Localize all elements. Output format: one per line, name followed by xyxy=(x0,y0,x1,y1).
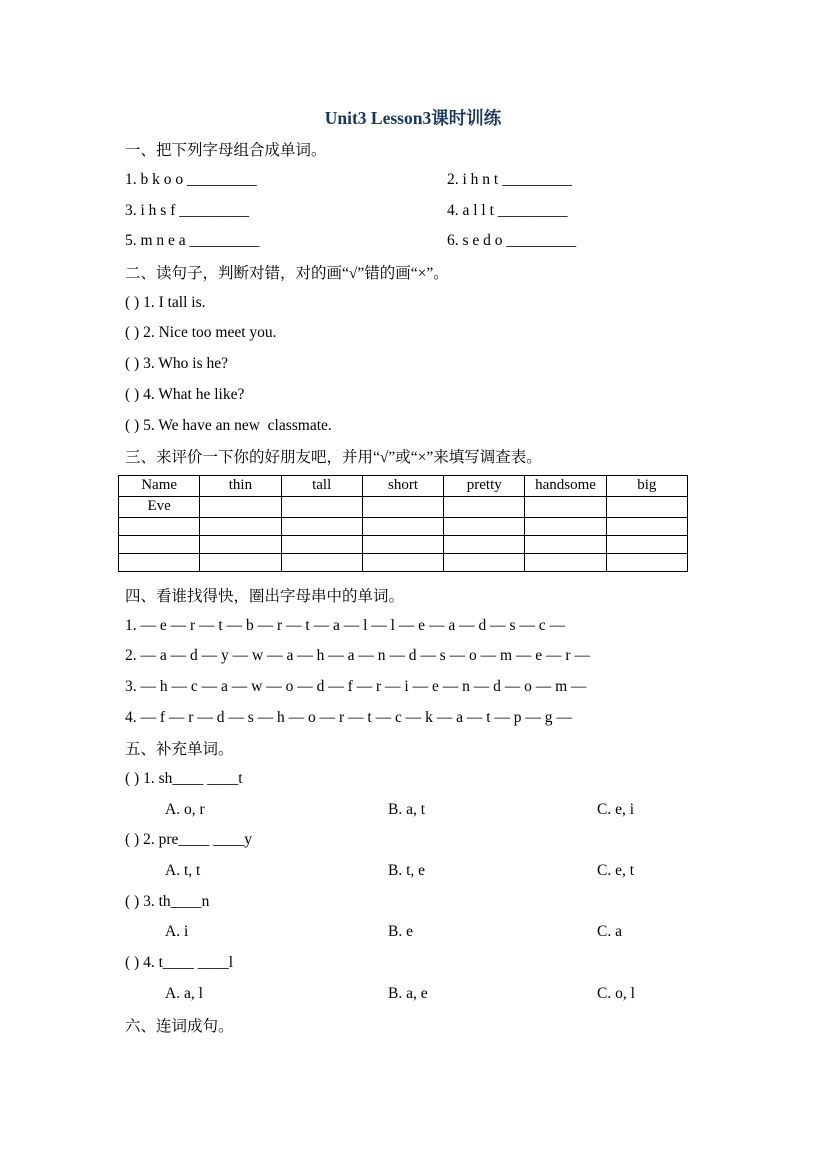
mc-option: C. e, i xyxy=(597,800,635,818)
header-cell-short: short xyxy=(362,475,443,496)
letter-item-5: 5. m n e a _________ xyxy=(125,232,260,250)
judge-item-2: ( ) 2. Nice too meet you. xyxy=(125,324,277,342)
table-cell xyxy=(362,496,443,517)
letter-chain-2: 2. — a — d — y — w — a — h — a — n — d — s — o — m — e — r — xyxy=(125,647,590,665)
table-cell xyxy=(606,496,687,517)
table-cell xyxy=(606,553,687,571)
table-cell xyxy=(281,535,362,553)
table-cell xyxy=(362,517,443,535)
table-row xyxy=(119,553,688,571)
table-cell xyxy=(200,496,281,517)
table-cell xyxy=(281,496,362,517)
letter-item-row xyxy=(125,226,766,257)
table-cell xyxy=(200,553,281,571)
section-4-heading: 四、看谁找得快，圈出字母串中的单词。 xyxy=(125,587,405,605)
section-3-heading: 三、来评价一下你的好朋友吧，并用“√”或“×”来填写调查表。 xyxy=(125,449,542,467)
mc-option: B. t, e xyxy=(388,862,426,880)
mc-option: A. o, r xyxy=(165,800,205,818)
mc-option: C. o, l xyxy=(597,984,635,1002)
mc-stem-3: ( ) 3. th____n xyxy=(125,892,210,910)
table-cell xyxy=(525,496,606,517)
header-cell-thin: thin xyxy=(200,475,281,496)
mc-option: A. i xyxy=(165,923,189,941)
table-header-row xyxy=(119,475,688,496)
mc-stem-1: ( ) 1. sh____ ____t xyxy=(125,770,243,788)
mc-options-3 xyxy=(165,917,766,948)
table-cell xyxy=(525,517,606,535)
table-cell xyxy=(119,517,200,535)
table-cell xyxy=(525,535,606,553)
judge-item-5: ( ) 5. We have an new classmate. xyxy=(125,416,332,434)
header-cell-name: Name xyxy=(119,475,200,496)
table-cell xyxy=(606,517,687,535)
table-cell xyxy=(362,535,443,553)
table-cell xyxy=(119,553,200,571)
table-cell: Eve xyxy=(119,496,200,517)
mc-option: A. a, l xyxy=(165,984,203,1002)
mc-stem-4: ( ) 4. t____ ____l xyxy=(125,954,234,972)
table-cell xyxy=(200,517,281,535)
mc-options-4 xyxy=(165,979,766,1010)
letter-item-4: 4. a l l t _________ xyxy=(447,201,568,219)
table-cell xyxy=(444,535,525,553)
letter-item-1: 1. b k o o _________ xyxy=(125,171,257,189)
header-cell-pretty: pretty xyxy=(444,475,525,496)
table-cell xyxy=(444,496,525,517)
table-cell xyxy=(281,553,362,571)
survey-table xyxy=(118,475,688,572)
letter-item-row xyxy=(125,195,766,226)
table-cell xyxy=(200,535,281,553)
mc-option: B. a, e xyxy=(388,984,428,1002)
table-cell xyxy=(444,517,525,535)
letter-item-row xyxy=(125,165,766,196)
table-cell xyxy=(444,553,525,571)
section-1-heading: 一、把下列字母组合成单词。 xyxy=(125,142,327,160)
judge-item-3: ( ) 3. Who is he? xyxy=(125,355,229,373)
header-cell-handsome: handsome xyxy=(525,475,606,496)
header-cell-big: big xyxy=(606,475,687,496)
mc-option: C. e, t xyxy=(597,862,635,880)
worksheet-title: Unit3 Lesson3课时训练 xyxy=(324,108,502,128)
mc-stem-2: ( ) 2. pre____ ____y xyxy=(125,831,252,849)
letter-item-2: 2. i h n t _________ xyxy=(447,171,572,189)
section-2-heading: 二、读句子，判断对错，对的画“√”错的画“×”。 xyxy=(125,265,449,283)
header-cell-tall: tall xyxy=(281,475,362,496)
table-cell xyxy=(119,535,200,553)
judge-item-4: ( ) 4. What he like? xyxy=(125,385,245,403)
table-row xyxy=(119,496,688,517)
letter-item-6: 6. s e d o _________ xyxy=(447,232,577,250)
table-row xyxy=(119,535,688,553)
letter-chain-4: 4. — f — r — d — s — h — o — r — t — c — k — a — t — p — g — xyxy=(125,708,572,726)
table-cell xyxy=(362,553,443,571)
section-6-heading: 六、连词成句。 xyxy=(125,1017,234,1035)
table-row xyxy=(119,517,688,535)
mc-option: C. a xyxy=(597,923,622,941)
survey-table-wrap xyxy=(0,472,826,580)
mc-option: B. e xyxy=(388,923,413,941)
mc-option: A. t, t xyxy=(165,862,201,880)
mc-options-2 xyxy=(165,856,766,887)
table-cell xyxy=(525,553,606,571)
table-cell xyxy=(606,535,687,553)
table-cell xyxy=(281,517,362,535)
letter-chain-3: 3. — h — c — a — w — o — d — f — r — i — e — n — d — o — m — xyxy=(125,677,587,695)
judge-item-1: ( ) 1. I tall is. xyxy=(125,293,206,311)
section-5-heading: 五、补充单词。 xyxy=(125,741,234,759)
letter-item-3: 3. i h s f _________ xyxy=(125,201,249,219)
mc-options-1 xyxy=(165,794,766,825)
letter-chain-1: 1. — e — r — t — b — r — t — a — l — l — e — a — d — s — c — xyxy=(125,616,565,634)
mc-option: B. a, t xyxy=(388,800,426,818)
